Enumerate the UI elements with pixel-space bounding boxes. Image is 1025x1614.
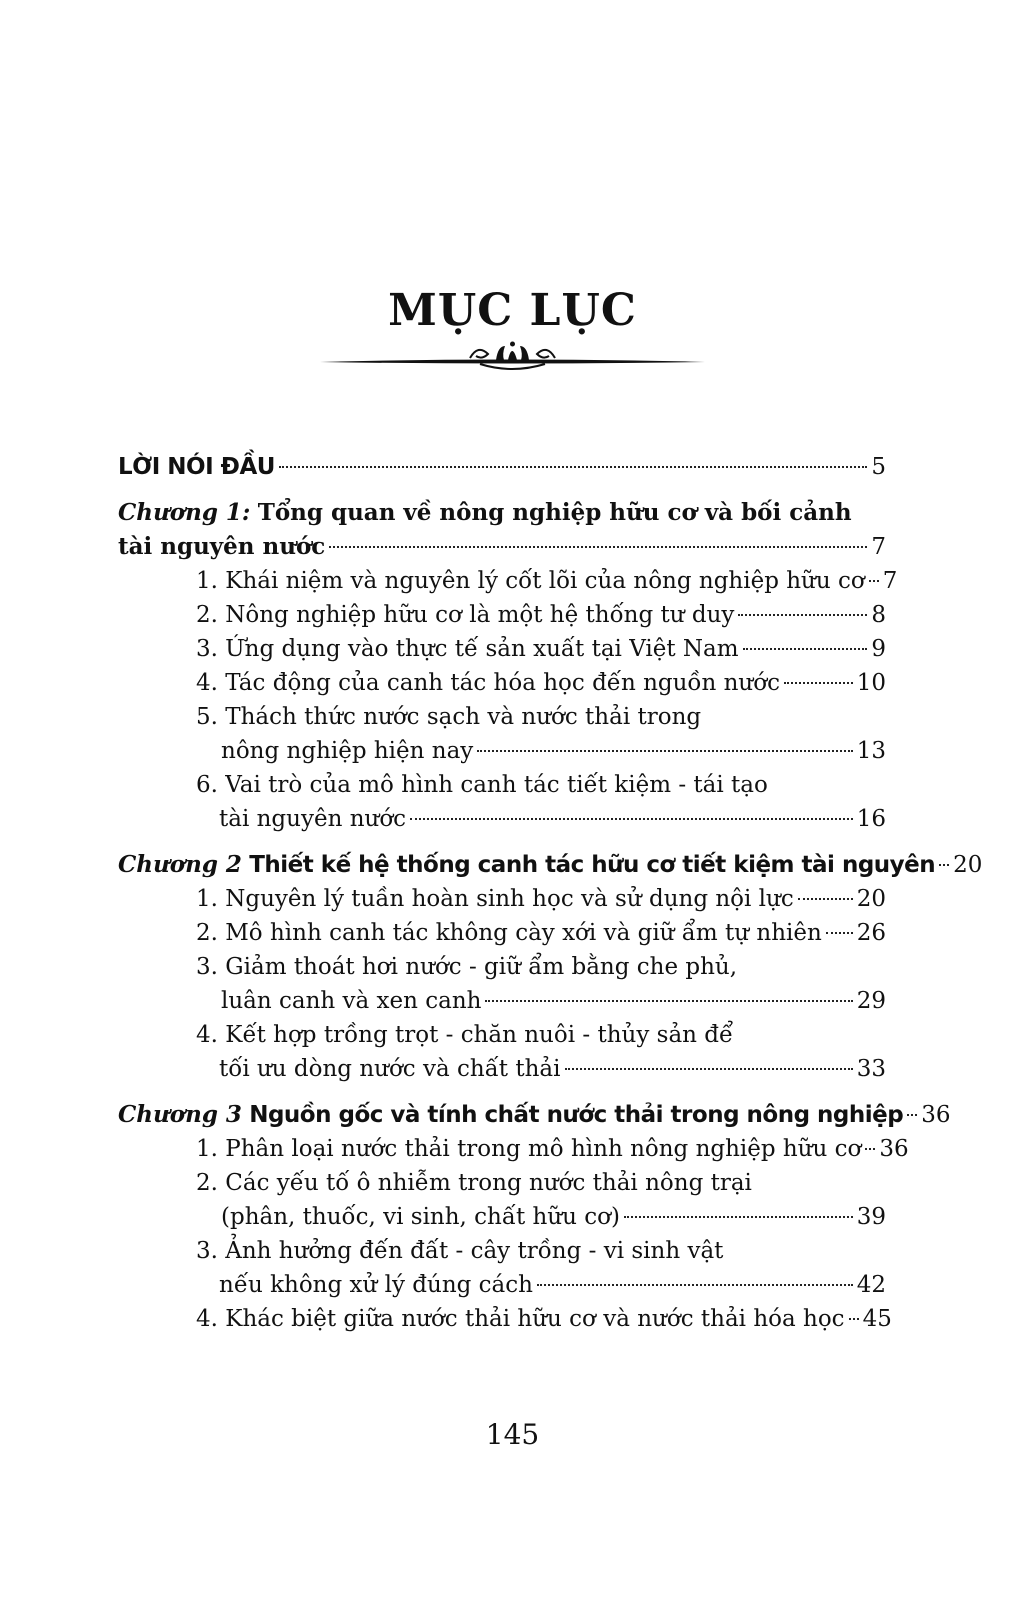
entry-title: 4. Kết hợp trồng trọt - chăn nuôi - thủy sản để (196, 1022, 734, 1048)
page-ref: 36 (921, 1102, 951, 1128)
chapter-heading-cont[interactable] (118, 530, 886, 564)
toc-entry[interactable] (118, 950, 886, 984)
leader-dots (565, 1068, 853, 1070)
entry-title-cont: nếu không xử lý đúng cách (219, 1272, 533, 1298)
leader-dots (738, 614, 867, 616)
page-ref: 42 (856, 1272, 886, 1298)
entry-title: 6. Vai trò của mô hình canh tác tiết kiệm - tái tạo (196, 772, 768, 798)
leader-dots (485, 1000, 852, 1002)
leader-dots (784, 682, 853, 684)
page-ref: 10 (856, 670, 886, 696)
toc-entry[interactable] (118, 916, 886, 950)
leader-dots (826, 932, 853, 934)
page-ref: 7 (871, 534, 886, 560)
toc-entry[interactable] (118, 768, 886, 802)
chapter-heading[interactable] (118, 848, 983, 882)
toc-entry[interactable] (118, 1166, 886, 1200)
chapter-heading[interactable] (118, 496, 886, 530)
page-ref: 29 (856, 988, 886, 1014)
decorative-divider-icon (320, 340, 705, 376)
leader-dots (410, 818, 853, 820)
toc-entry[interactable] (118, 1234, 886, 1268)
toc-entry-preface[interactable] (118, 450, 886, 484)
toc-entry-cont[interactable] (118, 734, 886, 768)
table-of-contents (118, 450, 983, 1336)
entry-title-cont: luân canh và xen canh (221, 988, 482, 1014)
entry-title-cont: tối ưu dòng nước và chất thải (219, 1056, 561, 1082)
preface-title: LỜI NÓI ĐẦU (118, 454, 275, 480)
toc-entry[interactable] (118, 564, 898, 598)
leader-dots (869, 580, 879, 582)
toc-entry-cont[interactable] (118, 984, 886, 1018)
leader-dots (798, 898, 853, 900)
leader-dots (279, 466, 867, 468)
chapter-label: Chương 1: (118, 499, 251, 526)
entry-title: 4. Khác biệt giữa nước thải hữu cơ và nước thải hóa học (196, 1306, 845, 1332)
page-ref: 5 (871, 454, 886, 480)
page-number: 145 (485, 1418, 540, 1451)
page-ref: 8 (871, 602, 886, 628)
entry-title: 5. Thách thức nước sạch và nước thải trong (196, 704, 702, 730)
toc-entry-cont[interactable] (118, 1200, 886, 1234)
page-ref: 20 (856, 886, 886, 912)
leader-dots (849, 1318, 859, 1320)
entry-title: 1. Phân loại nước thải trong mô hình nông nghiệp hữu cơ (196, 1136, 862, 1162)
toc-entry[interactable] (118, 598, 886, 632)
entry-title: 2. Mô hình canh tác không cày xới và giữ ẩm tự nhiên (196, 920, 822, 946)
entry-title: 4. Tác động của canh tác hóa học đến nguồn nước (196, 670, 780, 696)
chapter-label: Chương 2 (118, 851, 242, 878)
toc-entry[interactable] (118, 882, 886, 916)
entry-title: 3. Ảnh hưởng đến đất - cây trồng - vi sinh vật (196, 1238, 724, 1264)
chapter-label: Chương 3 (118, 1101, 242, 1128)
entry-title: 1. Khái niệm và nguyên lý cốt lõi của nông nghiệp hữu cơ (196, 568, 865, 594)
entry-title-cont: (phân, thuốc, vi sinh, chất hữu cơ) (221, 1204, 620, 1230)
toc-entry[interactable] (118, 700, 886, 734)
toc-entry[interactable] (118, 1132, 909, 1166)
page-ref: 20 (953, 852, 983, 878)
toc-entry[interactable] (118, 632, 886, 666)
toc-entry[interactable] (118, 1302, 892, 1336)
leader-dots (624, 1216, 853, 1218)
leader-dots (865, 1148, 875, 1150)
page-ref: 36 (879, 1136, 909, 1162)
chapter-title-cont: tài nguyên nước (118, 533, 326, 560)
leader-dots (939, 864, 949, 866)
entry-title: 2. Nông nghiệp hữu cơ là một hệ thống tư duy (196, 602, 735, 628)
page-ref: 13 (856, 738, 886, 764)
toc-entry-cont[interactable] (118, 802, 886, 836)
toc-entry[interactable] (118, 1018, 886, 1052)
page-ref: 26 (856, 920, 886, 946)
toc-entry-cont[interactable] (118, 1268, 886, 1302)
entry-title-cont: nông nghiệp hiện nay (221, 738, 474, 764)
leader-dots (329, 546, 867, 548)
chapter-title: Nguồn gốc và tính chất nước thải trong nông nghiệp (249, 1102, 904, 1128)
leader-dots (477, 750, 852, 752)
entry-title-cont: tài nguyên nước (219, 806, 407, 832)
page-ref: 7 (882, 568, 898, 594)
page-title: MỤC LỤC (388, 285, 637, 336)
leader-dots (743, 648, 868, 650)
entry-title: 2. Các yếu tố ô nhiễm trong nước thải nông trại (196, 1170, 752, 1196)
chapter-heading[interactable] (118, 1098, 951, 1132)
chapter-title: Tổng quan về nông nghiệp hữu cơ và bối cảnh (257, 499, 852, 526)
toc-entry-cont[interactable] (118, 1052, 886, 1086)
entry-title: 3. Ứng dụng vào thực tế sản xuất tại Việt Nam (196, 636, 739, 662)
entry-title: 3. Giảm thoát hơi nước - giữ ẩm bằng che phủ, (196, 954, 738, 980)
page-ref: 45 (862, 1306, 892, 1332)
toc-entry[interactable] (118, 666, 886, 700)
page-ref: 39 (856, 1204, 886, 1230)
page-ref: 16 (856, 806, 886, 832)
page-ref: 33 (856, 1056, 886, 1082)
page-ref: 9 (871, 636, 886, 662)
leader-dots (907, 1114, 917, 1116)
leader-dots (537, 1284, 853, 1286)
chapter-title: Thiết kế hệ thống canh tác hữu cơ tiết kiệm tài nguyên (249, 852, 936, 878)
entry-title: 1. Nguyên lý tuần hoàn sinh học và sử dụng nội lực (196, 886, 794, 912)
